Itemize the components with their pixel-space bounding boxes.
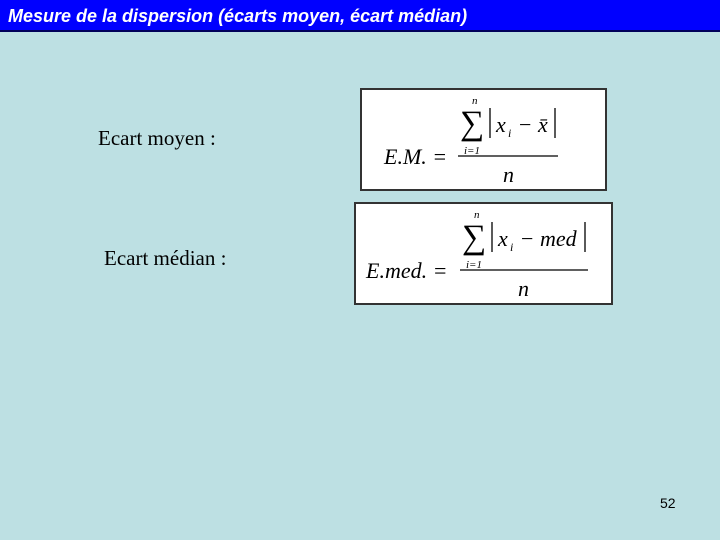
term-median: med	[540, 226, 577, 251]
label-ecart-moyen: Ecart moyen :	[98, 126, 216, 150]
slide-title: Mesure de la dispersion (écarts moyen, écart médian)	[8, 6, 468, 26]
sigma-symbol: ∑	[460, 105, 485, 142]
term-mean: x̄	[538, 112, 548, 137]
denominator: n	[503, 162, 514, 187]
sum-lower-limit: i=1	[466, 259, 482, 271]
page-number: 52	[660, 495, 676, 511]
formula-ecart-moyen-svg	[362, 90, 605, 189]
term-operator: −	[521, 226, 534, 251]
formula-lhs: E.med. =	[366, 258, 448, 283]
denominator: n	[518, 276, 529, 301]
formula-ecart-moyen	[360, 88, 607, 191]
sum-upper-limit: n	[472, 95, 478, 107]
formula-lhs: E.M. =	[384, 144, 448, 169]
term-subscript: i	[508, 126, 512, 140]
term-subscript: i	[510, 240, 514, 254]
term-x: x	[496, 112, 506, 137]
formula-ecart-median-svg	[356, 204, 611, 303]
label-ecart-median: Ecart médian :	[104, 246, 227, 270]
sum-lower-limit: i=1	[464, 145, 480, 157]
formula-ecart-median	[354, 202, 613, 305]
sigma-symbol: ∑	[462, 219, 487, 256]
sum-upper-limit: n	[474, 209, 480, 221]
title-bar	[0, 0, 720, 32]
term-operator: −	[519, 112, 532, 137]
term-x: x	[498, 226, 508, 251]
